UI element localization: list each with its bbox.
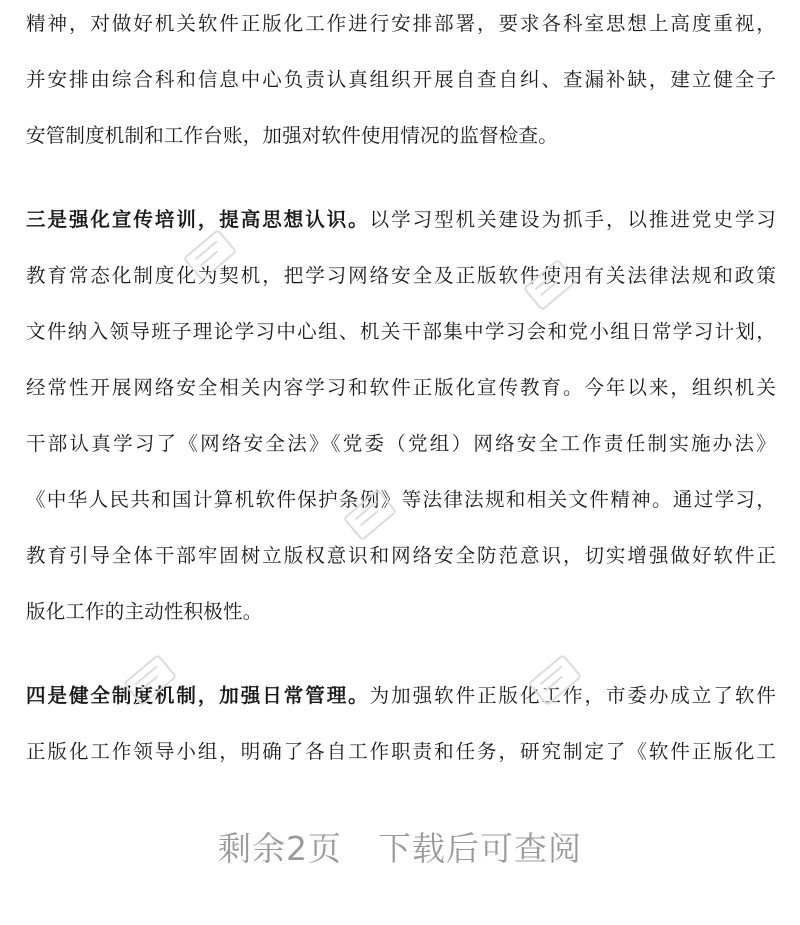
paragraph-lead: 三是强化宣传培训，提高思想认识。 [26, 208, 370, 231]
paragraph-text: 为加强软件正版化工作，市委办成立了软件 [369, 684, 776, 707]
paragraph-line: 版化工作的主动性积极性。 [26, 600, 263, 623]
paragraph-line: 精神，对做好机关软件正版化工作进行安排部署，要求各科室思想上高度重视， [26, 12, 776, 35]
paragraph-line: 文件纳入领导班子理论学习中心组、机关干部集中学习会和党小组日常学习计划， [26, 320, 776, 343]
download-prompt[interactable] [0, 822, 800, 882]
download-to-view-label[interactable]: 下载后可查阅 [378, 829, 582, 868]
remaining-pages-label: 剩余2页 [218, 829, 342, 868]
paragraph-line: 干部认真学习了《网络安全法》《党委（党组）网络安全工作责任制实施办法》 [26, 432, 776, 455]
paragraph-line: 教育引导全体干部牢固树立版权意识和网络安全防范意识，切实增强做好软件正 [26, 544, 776, 567]
paragraph-line: 安管制度机制和工作台账，加强对软件使用情况的监督检查。 [26, 124, 558, 147]
paragraph-line: 正版化工作领导小组，明确了各自工作职责和任务，研究制定了《软件正版化工 [26, 740, 776, 763]
paragraph-first-line [26, 683, 776, 709]
paragraph-line: 教育常态化制度化为契机，把学习网络安全及正版软件使用有关法律法规和政策 [26, 264, 776, 287]
paragraph-text: 以学习型机关建设为抓手，以推进党史学习 [369, 208, 776, 231]
paragraph-line: 经常性开展网络安全相关内容学习和软件正版化宣传教育。今年以来，组织机关 [26, 376, 776, 399]
paragraph-line: 《中华人民共和国计算机软件保护条例》等法律法规和相关文件精神。通过学习， [26, 488, 776, 511]
paragraph-first-line [26, 207, 776, 233]
paragraph-line: 并安排由综合科和信息中心负责认真组织开展自查自纠、查漏补缺，建立健全子 [26, 68, 776, 91]
paragraph-lead: 四是健全制度机制，加强日常管理。 [26, 684, 370, 707]
